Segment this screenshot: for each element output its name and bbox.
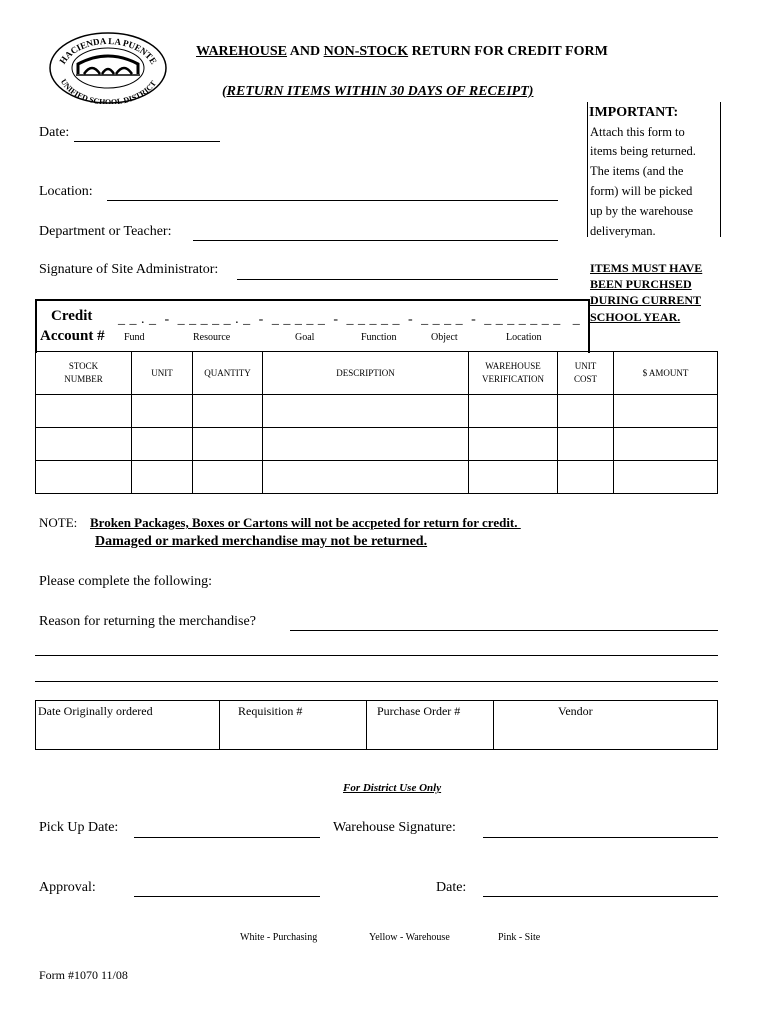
table-row <box>36 395 718 428</box>
district-use-heading: For District Use Only <box>343 782 442 794</box>
signature-label: Signature of Site Administrator: <box>39 262 219 277</box>
approval-field[interactable] <box>134 896 320 897</box>
approval-date-label: Date: <box>436 880 467 895</box>
note-line2: Damaged or marked merchandise may not be returned. <box>95 534 428 549</box>
title-warehouse: WAREHOUSE <box>196 44 288 59</box>
reason-field[interactable] <box>290 630 718 631</box>
complete-following-text: Please complete the following: <box>39 574 213 589</box>
logo-top-text: HACIENDA LA PUENTE <box>57 35 159 67</box>
important-line: up by the warehouse <box>590 204 694 218</box>
header-unit: UNIT <box>132 352 193 395</box>
table-cell[interactable] <box>614 395 718 428</box>
segment-location: Location <box>506 332 542 343</box>
table-cell[interactable] <box>469 428 558 461</box>
header-description: DESCRIPTION <box>263 352 469 395</box>
approval-label: Approval: <box>39 880 96 895</box>
table-cell[interactable] <box>132 461 193 494</box>
copy-pink: Pink - Site <box>498 932 541 943</box>
table-cell[interactable] <box>263 428 469 461</box>
table-cell[interactable] <box>558 428 614 461</box>
svg-text:UNIFIED SCHOOL DISTRICT <box>59 77 159 104</box>
form-title <box>196 44 608 60</box>
important-line: deliveryman. <box>590 224 656 238</box>
important-line: form) will be picked <box>590 184 693 198</box>
table-cell[interactable] <box>132 428 193 461</box>
date-label: Date: <box>39 125 70 140</box>
must-line: DURING CURRENT <box>590 293 702 307</box>
items-header-row <box>36 352 718 395</box>
table-cell[interactable] <box>193 461 263 494</box>
purchase-order-cell[interactable]: Purchase Order # <box>367 701 494 750</box>
segment-goal: Goal <box>295 332 315 343</box>
note-prefix: NOTE: <box>39 515 78 530</box>
warehouse-signature-label: Warehouse Signature: <box>333 820 456 835</box>
must-line: BEEN PURCHSED <box>590 277 692 291</box>
credit-account-label <box>40 306 105 346</box>
pickup-date-field[interactable] <box>134 837 320 838</box>
important-title: IMPORTANT: <box>589 105 679 120</box>
must-line: ITEMS MUST HAVE <box>590 261 703 275</box>
department-field[interactable] <box>193 240 558 241</box>
vendor-cell[interactable]: Vendor <box>494 701 718 750</box>
table-cell[interactable] <box>132 395 193 428</box>
items-table <box>35 351 718 494</box>
important-line: The items (and the <box>590 164 684 178</box>
segment-object: Object <box>431 332 458 343</box>
table-row <box>36 428 718 461</box>
table-row <box>36 461 718 494</box>
reason-field-line2[interactable] <box>35 655 718 656</box>
segment-fund: Fund <box>124 332 145 343</box>
form-subtitle: (RETURN ITEMS WITHIN 30 DAYS OF RECEIPT) <box>222 84 534 99</box>
header-amount: $ AMOUNT <box>614 352 718 395</box>
table-row <box>36 701 718 750</box>
approval-date-field[interactable] <box>483 896 718 897</box>
credit-label-line1: Credit <box>51 308 93 324</box>
must-line: SCHOOL YEAR. <box>590 310 681 324</box>
note-line1: Broken Packages, Boxes or Cartons will not be accpeted for return for credit. <box>90 515 521 530</box>
title-and: AND <box>287 44 324 59</box>
table-cell[interactable] <box>263 395 469 428</box>
table-cell[interactable] <box>558 461 614 494</box>
reason-field-line3[interactable] <box>35 681 718 682</box>
form-number: Form #1070 11/08 <box>39 968 128 982</box>
department-label: Department or Teacher: <box>39 224 172 239</box>
header-unit-cost: UNIT COST <box>558 352 614 395</box>
table-cell[interactable] <box>469 461 558 494</box>
reason-label: Reason for returning the merchandise? <box>39 614 256 629</box>
date-field[interactable] <box>74 141 220 142</box>
header-warehouse-verification: WAREHOUSE VERIFICATION <box>469 352 558 395</box>
copy-yellow: Yellow - Warehouse <box>369 932 450 943</box>
segment-function: Function <box>361 332 397 343</box>
title-rest: RETURN FOR CREDIT FORM <box>408 44 608 59</box>
location-field[interactable] <box>107 200 558 201</box>
table-cell[interactable] <box>36 461 132 494</box>
order-info-table <box>35 700 718 750</box>
header-stock-number: STOCK NUMBER <box>36 352 132 395</box>
district-logo <box>48 30 168 104</box>
credit-label-line2: Account # <box>40 328 105 344</box>
date-originally-ordered-cell[interactable]: Date Originally ordered <box>36 701 220 750</box>
table-cell[interactable] <box>614 428 718 461</box>
warehouse-signature-field[interactable] <box>483 837 718 838</box>
location-label: Location: <box>39 184 93 199</box>
credit-account-input[interactable]: _ _ . _ - _ _ _ _ _ . _ - _ _ _ _ _ - _ _ _ _ _ - _ _ _ _ - _ _ _ _ _ _ _ _ <box>118 312 581 327</box>
segment-resource: Resource <box>193 332 231 343</box>
copy-white: White - Purchasing <box>240 932 318 943</box>
signature-field[interactable] <box>237 279 558 280</box>
pickup-date-label: Pick Up Date: <box>39 820 119 835</box>
table-cell[interactable] <box>469 395 558 428</box>
table-cell[interactable] <box>36 395 132 428</box>
requisition-cell[interactable]: Requisition # <box>220 701 367 750</box>
table-cell[interactable] <box>193 395 263 428</box>
table-cell[interactable] <box>193 428 263 461</box>
important-line: Attach this form to <box>590 125 685 139</box>
header-quantity: QUANTITY <box>193 352 263 395</box>
important-line: items being returned. <box>590 144 696 158</box>
title-non-stock: NON-STOCK <box>323 44 409 59</box>
logo-bottom-text: UNIFIED SCHOOL DISTRICT <box>58 77 159 104</box>
table-cell[interactable] <box>36 428 132 461</box>
table-cell[interactable] <box>558 395 614 428</box>
table-cell[interactable] <box>263 461 469 494</box>
table-cell[interactable] <box>614 461 718 494</box>
